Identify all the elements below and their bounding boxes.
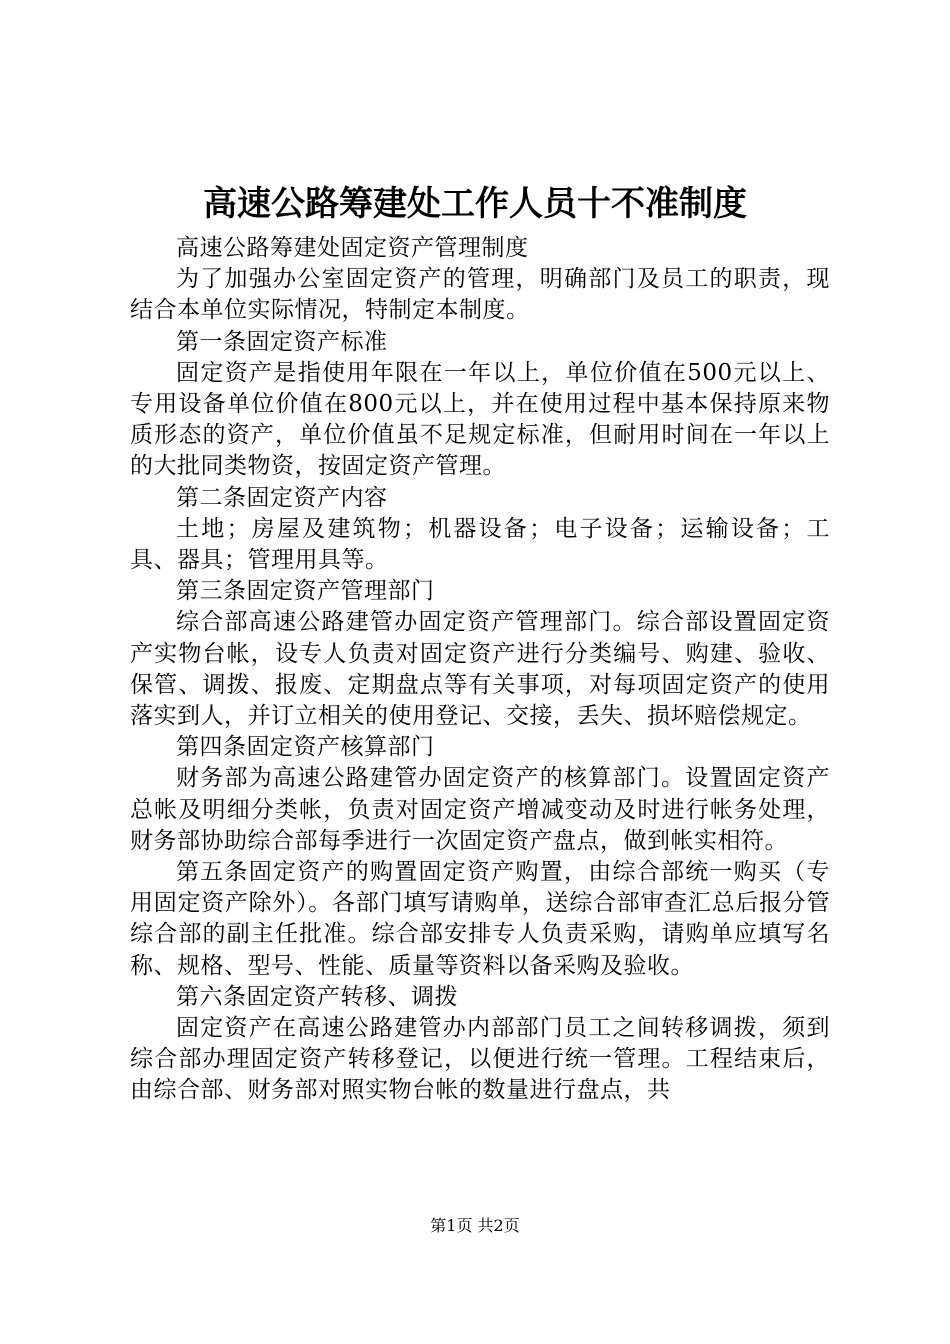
article-1-heading: 第一条固定资产标准 (176, 328, 388, 355)
article-3-text: 综合部高速公路建管办固定资产管理部门。综合部设置固定资产实物台帐，设专人负责对固定资产进行分类编号、购建、验收、保管、调拨、报废、定期盘点等有关事项，对每项固定资产的使用落实到人，并订立相关的使用登记、交接，丢失、损坏赔偿规定。 (130, 609, 830, 730)
article-6-text: 固定资产在高速公路建管办内部部门员工之间转移调拨，须到综合部办理固定资产转移登记，以便进行统一管理。工程结束后，由综合部、财务部对照实物台帐的数量进行盘点，共 (130, 1015, 830, 1104)
article-2-heading: 第二条固定资产内容 (176, 484, 388, 511)
article-4-heading: 第四条固定资产核算部门 (176, 734, 435, 761)
article-2-text: 土地；房屋及建筑物；机器设备；电子设备；运输设备；工具、器具；管理用具等。 (130, 515, 830, 574)
paragraph-intro: 为了加强办公室固定资产的管理，明确部门及员工的职责，现结合本单位实际情况，特制定本制度。 (130, 266, 830, 324)
document-title: 高速公路筹建处工作人员十不准制度 (203, 184, 747, 224)
article-1-text: 固定资产是指使用年限在一年以上，单位价值在500元以上、专用设备单位价值在800元以上，并在使用过程中基本保持原来物质形态的资产，单位价值虽不足规定标准，但耐用时间在一年以上的大批同类物资，按固定资产管理。 (130, 359, 830, 480)
article-5-text: 第五条固定资产的购置固定资产购置，由综合部统一购买（专用固定资产除外）。各部门填写请购单，送综合部审查汇总后报分管综合部的副主任批准。综合部安排专人负责采购，请购单应填写名称、规格、型号、性能、质量等资料以备采购及验收。 (130, 859, 830, 979)
paragraph-subtitle: 高速公路筹建处固定资产管理制度 (176, 235, 529, 261)
article-3-heading: 第三条固定资产管理部门 (176, 578, 435, 605)
document-body (130, 233, 830, 1107)
page-footer: 第1页 共2页 (430, 1216, 520, 1235)
article-4-text: 财务部为高速公路建管办固定资产的核算部门。设置固定资产总帐及明细分类帐，负责对固定资产增减变动及时进行帐务处理，财务部协助综合部每季进行一次固定资产盘点，做到帐实相符。 (130, 765, 830, 854)
article-6-heading: 第六条固定资产转移、调拨 (176, 983, 458, 1010)
